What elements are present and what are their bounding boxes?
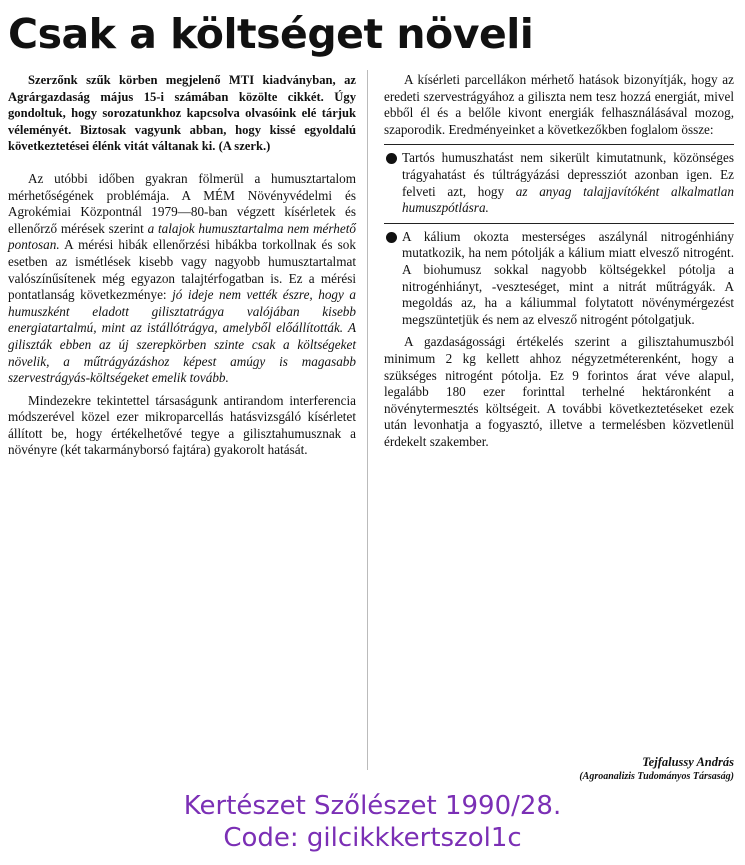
text-run: Mindezekre tekintettel társaságunk antirandom interferencia módszerével közel ezer mikroparcellás hatásvizsgáló kísérletet állított be, hogy értékelhetővé tegye a gilisztahumusznak a növényre (két takarmányborsó fajtára) gyakorolt hatását. <box>8 392 356 458</box>
bullet-dot-icon <box>386 232 397 243</box>
finding-2-text <box>402 229 734 327</box>
right-column <box>384 72 734 450</box>
source-footer <box>0 790 745 854</box>
article-code: Code: gilcikkkertszol1c <box>223 823 522 853</box>
body-paragraph-2 <box>8 393 356 459</box>
text-run: A gazdaságossági értékelés szerint a gilisztahumuszból minimum 2 kg kellett ahhoz négyzetméterenként, hogy a szükséges nitrogént pótolja. Ez 9 forintos árat véve alapul, legalább 180 ezer forinttal terhelné hektáronként a növénytermesztés költségeit. A további következtetéseket ezek után levonhatja a fogyasztó, illetve a termelésben közvetlenül érdekelt szakember. <box>384 334 734 449</box>
bullet-dot-icon <box>386 153 397 164</box>
signature-block <box>384 754 734 784</box>
text-run: Az utóbbi időben gyakran fölmerül a humusztartalom mérhetőségének problémája. A MÉM Növényvédelmi és Agrokémiai Központnál 1979—80-ban végzett kísérletek és ellenőrző mérések szerint <box>8 170 356 236</box>
text-run: A mérési hibák ellenőrzési hibákba torkollnak és sok esetben az ismétlések kisebb vagy nagyobb humusztartalmat valószínűsítenek még egyazon talajtérfogatban is. Ez a mérési pontatlanság következménye: <box>8 237 356 303</box>
column-divider <box>367 70 368 770</box>
editor-intro: Szerzőnk szűk körben megjelenő MTI kiadványban, az Agrárgazdaság május 15-i számában közölte cikkét. Úgy gondoltuk, hogy sorozatunkhoz kapcsolva olvasóink elé tárjuk véleményét. Biztosak vagyunk abban, hogy kissé egyoldalú következtetései élénk vitát váltanak ki. (A szerk.) <box>8 73 356 154</box>
text-run: A kálium okozta mesterséges aszálynál nitrogénhiány mutatkozik, ha nem pótolják a kálium miatt elvesző nitrogént. A biohumusz sokkal nagyobb költségekkel pótolja a nitrogénhiányt, -veszteséget, mint a nitrát műtrágyák. A megoldás az, ha a káliummal folytatott növénymérgezést megszüntetjük és nem az elvesző nitrogént pótolgatjuk. <box>402 228 734 327</box>
source-citation: Kertészet Szőlészet 1990/28. <box>183 791 562 821</box>
results-intro-paragraph <box>384 72 734 138</box>
left-column <box>8 72 356 459</box>
conclusion-paragraph <box>384 334 734 450</box>
text-run: Tartós humuszhatást nem sikerült kimutatnunk, közönséges trágyahatást és túltrágyázási depressziót azonban igen. Ez felveti azt, hogy <box>402 150 734 199</box>
article-title: Csak a költséget növeli <box>8 10 534 58</box>
author-organization: (Agroanalizis Tudományos Társaság) <box>579 771 734 782</box>
finding-bullet-1 <box>384 150 734 216</box>
text-run: A kísérleti parcellákon mérhető hatások bizonyítják, hogy az eredeti szervestrágyához a giliszta nem tesz hozzá energiát, mivel ebből él és a belőle kivont energiák felhasználásával mozog, szaporodik. Eredményeinket a következőkben foglalom össze: <box>384 72 734 137</box>
italic-text-run: az anyag talajjavítóként alkalmatlan humuszpótlásra. <box>402 183 734 216</box>
section-rule-2 <box>384 223 734 224</box>
finding-1-text <box>402 150 734 215</box>
italic-text-run: a talajok humusztartalma nem mérhető pontosan. <box>8 220 356 253</box>
author-name: Tejfalussy András <box>642 755 734 769</box>
finding-bullet-2 <box>384 229 734 329</box>
italic-text-run: jó ideje nem vették észre, hogy a humuszként eladott gilisztatrágya valójában kisebb energiatartalmú, mint az istállótrágya, amelyből előállították. A giliszták ebben az új szerepkörben szinte csak a költségeket növelik, a műtrágyázáshoz képest amúgy is magasabb szervestrágyás-költségeket emelik tovább. <box>8 287 356 386</box>
body-paragraph-1 <box>8 171 356 387</box>
section-rule-1 <box>384 144 734 145</box>
